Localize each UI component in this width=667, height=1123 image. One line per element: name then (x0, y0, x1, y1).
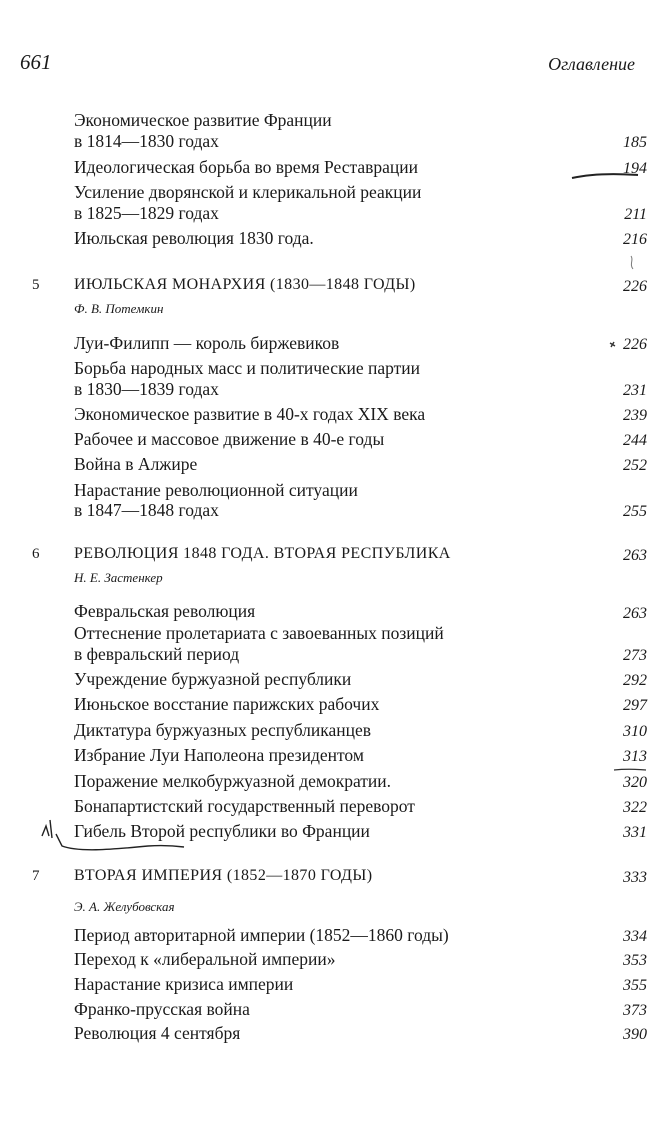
toc-entry-page: 226 (623, 336, 647, 353)
toc-entry-title: Июньское восстание парижских рабочих (74, 694, 380, 714)
toc-entry-page: 390 (623, 1026, 647, 1043)
toc-entry-title: Июльская революция 1830 года. (74, 228, 314, 248)
toc-entry-title: Поражение мелкобуржуазной демократии. (74, 771, 392, 791)
toc-entry-page: 273 (623, 647, 647, 664)
toc-entry-page: 310 (623, 723, 647, 740)
toc-entry-title: Рабочее и массовое движение в 40-е годы (74, 429, 385, 449)
toc-entry-page: 373 (623, 1002, 647, 1019)
toc-entry-title-cont: в 1825—1829 годах (74, 203, 219, 223)
chapter-page: 333 (623, 869, 647, 886)
chapter-author: Э. А. Желубовская (74, 899, 175, 914)
toc-entry-page: 216 (623, 231, 647, 248)
toc-entry-page: 263 (623, 605, 647, 622)
toc-entry-page: 194 (623, 160, 647, 177)
toc-entry-title-cont: в 1814—1830 годах (74, 131, 219, 151)
toc-entry-page: 353 (623, 952, 647, 969)
toc-entry-title: Переход к «либеральной империи» (74, 949, 336, 969)
chapter-title: РЕВОЛЮЦИЯ 1848 ГОДА. ВТОРАЯ РЕСПУБЛИКА (74, 545, 451, 562)
toc-entry-page: 211 (624, 206, 647, 223)
toc-entry-page: 231 (623, 382, 647, 399)
toc-entry-page: 239 (623, 407, 647, 424)
pencil-tick-mark (625, 255, 639, 271)
chapter-page: 226 (623, 278, 647, 295)
toc-entry-page: 244 (623, 432, 647, 449)
page-number: 661 (20, 50, 52, 74)
chapter-title: ВТОРАЯ ИМПЕРИЯ (1852—1870 ГОДЫ) (74, 867, 373, 884)
toc-entry-title: Период авторитарной империи (1852—1860 годы) (74, 925, 449, 945)
toc-entry-title: Нарастание революционной ситуации (74, 480, 358, 500)
toc-entry-title: Оттеснение пролетариата с завоеванных позиций (74, 623, 444, 643)
toc-entry-title-cont: в февральский период (74, 644, 240, 664)
toc-entry-page: 252 (623, 457, 647, 474)
toc-entry-title: Нарастание кризиса империи (74, 974, 294, 994)
pencil-dot-mark (608, 340, 618, 350)
toc-entry-title: Луи-Филипп — король биржевиков (74, 333, 340, 353)
toc-entry-title: Учреждение буржуазной республики (74, 669, 352, 689)
chapter-page: 263 (623, 547, 647, 564)
toc-entry-title: Избрание Луи Наполеона президентом (74, 745, 364, 765)
chapter-author: Н. Е. Застенкер (74, 570, 163, 585)
toc-entry-title: Усиление дворянской и клерикальной реакции (74, 182, 422, 202)
toc-entry-title: Диктатура буржуазных республиканцев (74, 720, 372, 740)
toc-entry-page: 313 (623, 748, 647, 765)
chapter-title: ИЮЛЬСКАЯ МОНАРХИЯ (1830—1848 ГОДЫ) (74, 276, 416, 293)
chapter-number: 6 (32, 546, 40, 562)
toc-entry-title: Бонапартистский государственный переворот (74, 796, 415, 816)
toc-entry-page: 320 (623, 774, 647, 791)
toc-entry-title: Февральская революция (74, 601, 256, 621)
toc-entry-title: Война в Алжире (74, 454, 198, 474)
toc-entry-page: 331 (623, 824, 647, 841)
toc-entry-page: 334 (623, 928, 647, 945)
toc-entry-page: 255 (623, 503, 647, 520)
toc-entry-title: Идеологическая борьба во время Реставрации (74, 157, 419, 177)
toc-entry-title: Революция 4 сентября (74, 1023, 241, 1043)
toc-entry-page: 297 (623, 697, 647, 714)
toc-entry-page: 322 (623, 799, 647, 816)
pencil-underline-mark (570, 168, 640, 182)
toc-entry-title-cont: в 1830—1839 годах (74, 379, 219, 399)
chapter-author: Ф. В. Потемкин (74, 301, 164, 316)
toc-entry-title: Экономическое развитие Франции (74, 110, 332, 130)
chapter-number: 5 (32, 277, 40, 293)
toc-entry-title-cont: в 1847—1848 годах (74, 500, 219, 520)
toc-entry-title: Экономическое развитие в 40-х годах XIX века (74, 404, 426, 424)
chapter-number: 7 (32, 868, 40, 884)
toc-entry-page: 292 (623, 672, 647, 689)
toc-entry-title: Борьба народных масс и политические партии (74, 358, 421, 378)
toc-entry-title: Гибель Второй республики во Франции (74, 821, 370, 841)
running-title: Оглавление (548, 54, 635, 74)
toc-entry-page: 185 (623, 134, 647, 151)
toc-entry-title: Франко-прусская война (74, 999, 250, 1019)
toc-entry-page: 355 (623, 977, 647, 994)
pencil-margin-mark (38, 812, 188, 858)
pencil-underline-mark (612, 765, 648, 775)
